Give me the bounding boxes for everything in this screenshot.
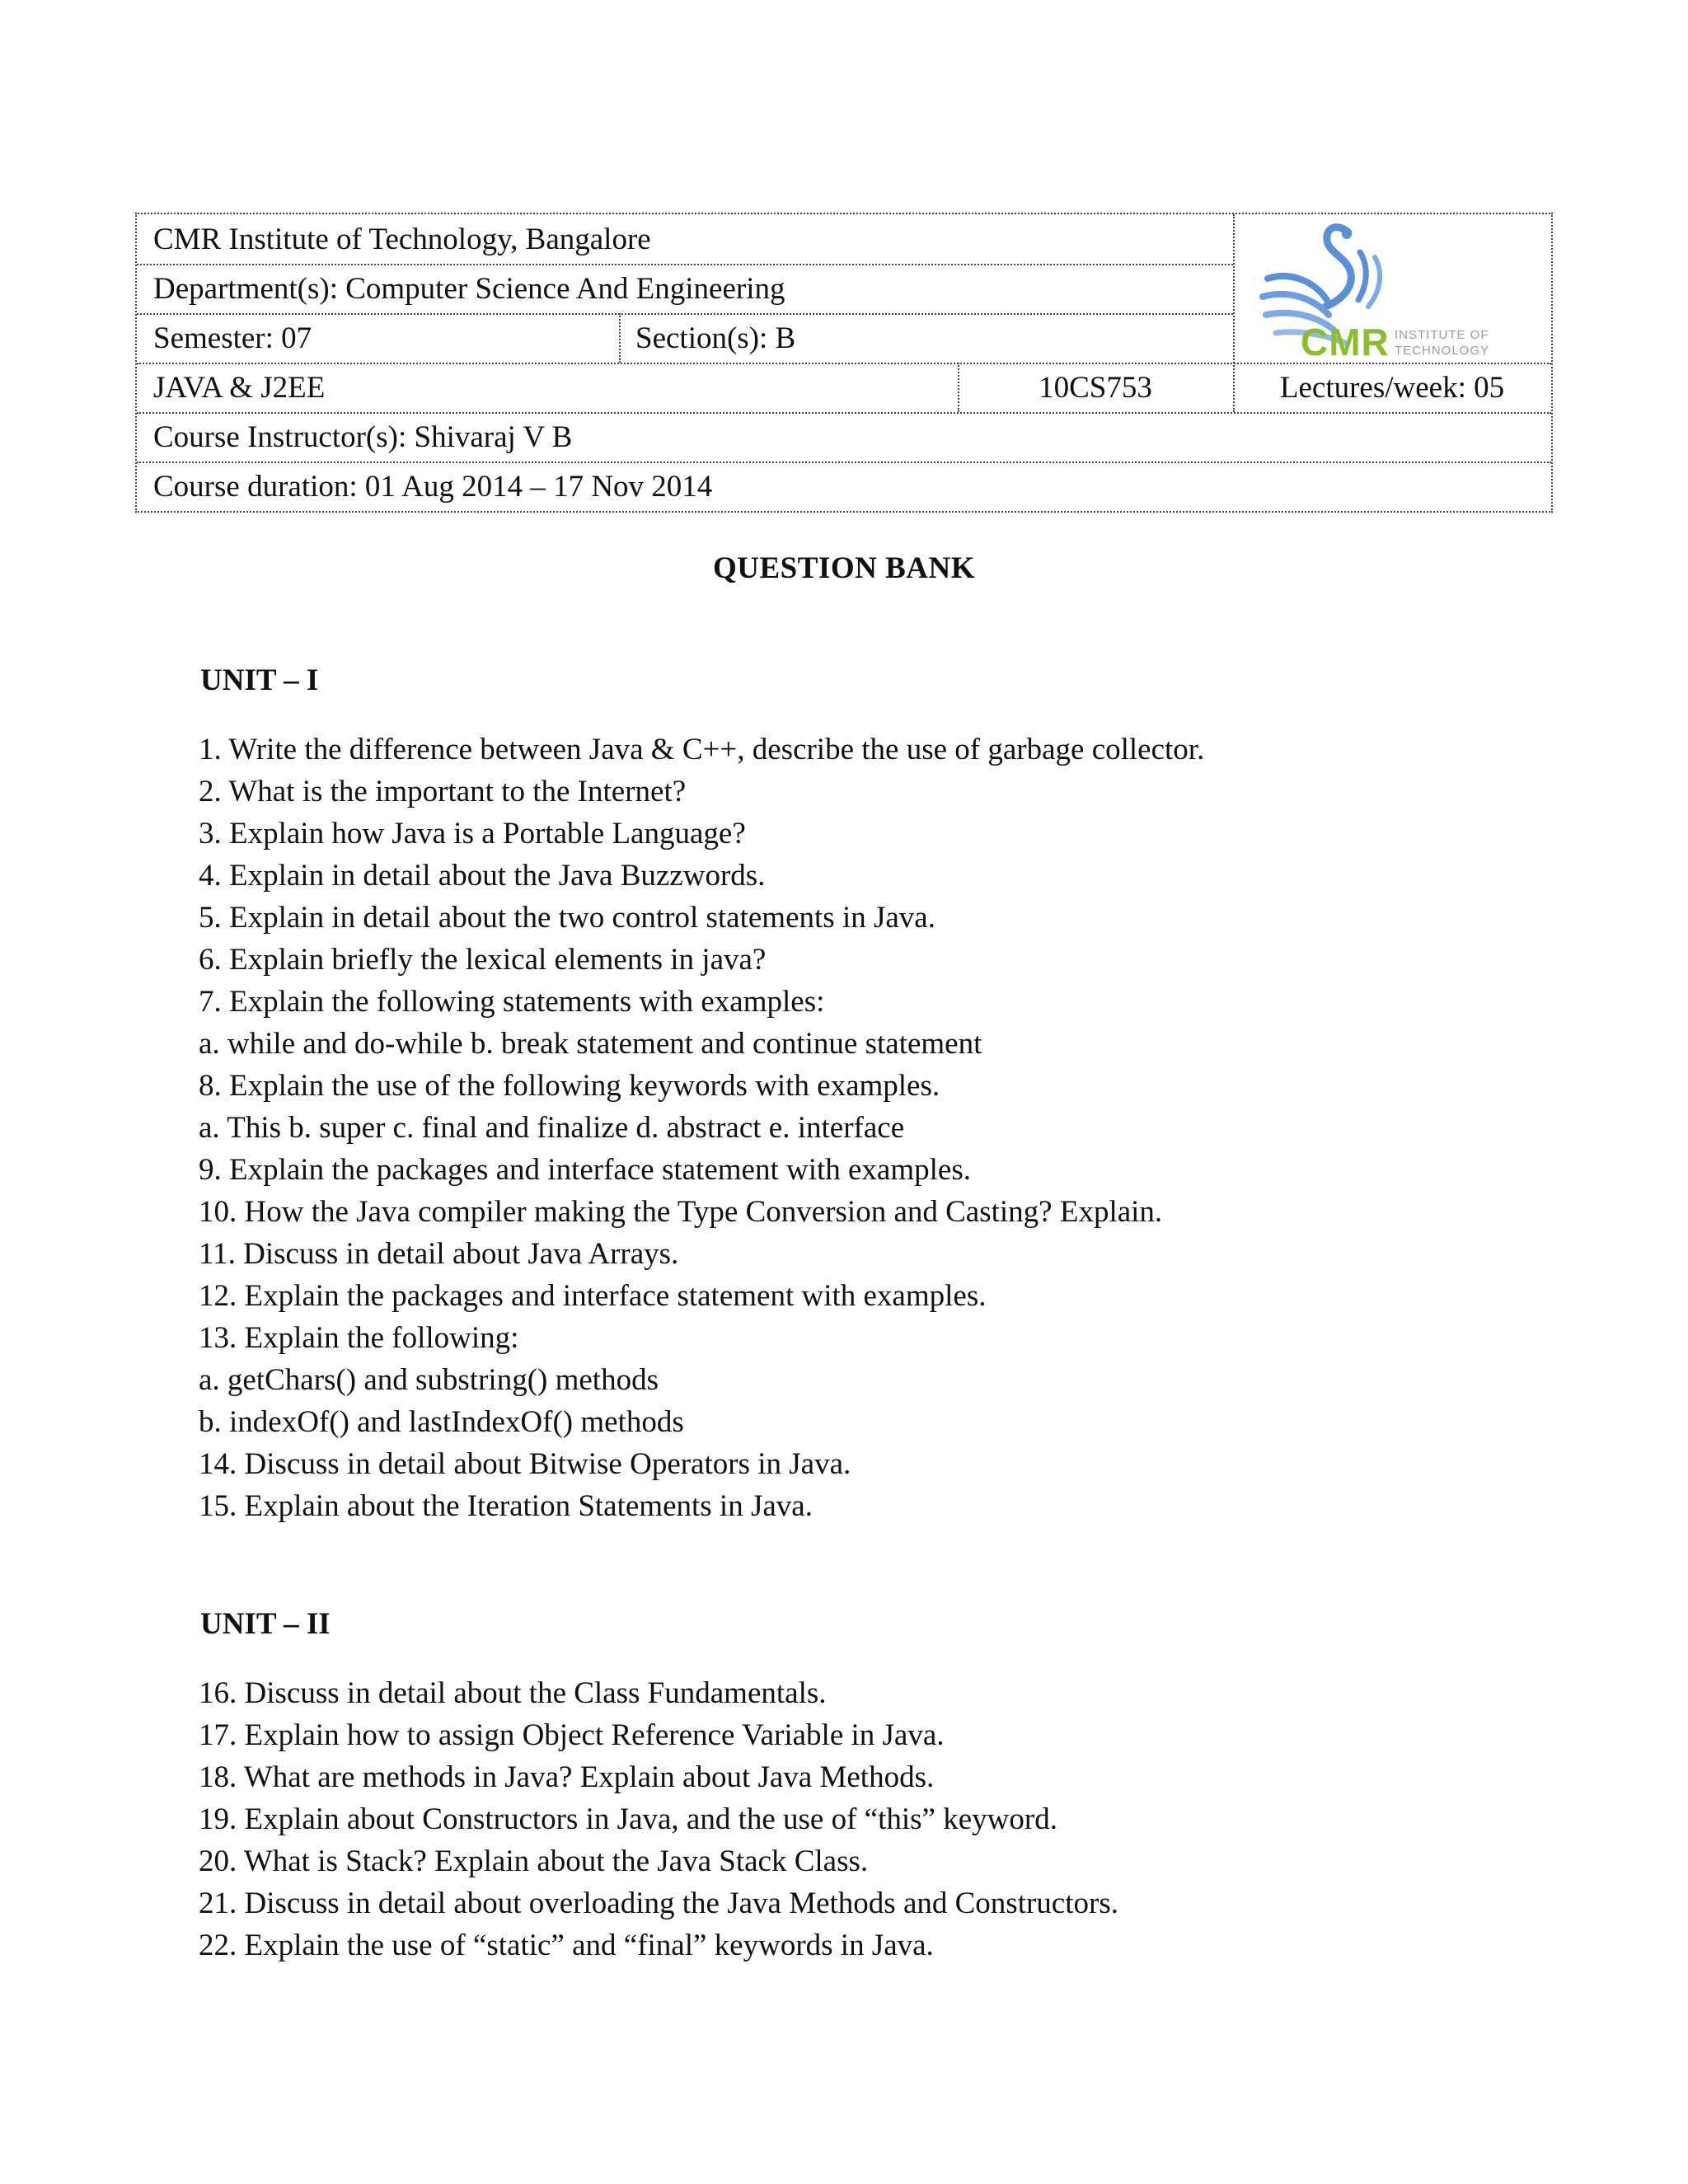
- logo-wordmark: CMR: [1301, 321, 1390, 363]
- question-line: 17. Explain how to assign Object Reference Variable in Java.: [199, 1718, 945, 1752]
- question-line: a. This b. super c. final and finalize d. abstract e. interface: [199, 1111, 905, 1145]
- question-line: 11. Discuss in detail about Java Arrays.: [199, 1237, 679, 1271]
- section: Section(s): B: [635, 321, 796, 355]
- question-line: 5. Explain in detail about the two control statements in Java.: [199, 901, 935, 935]
- institute-name: CMR Institute of Technology, Bangalore: [153, 222, 651, 256]
- unit-heading: UNIT – I: [200, 663, 319, 697]
- question-line: 14. Discuss in detail about Bitwise Operators in Java.: [199, 1447, 851, 1481]
- question-line: 9. Explain the packages and interface statement with examples.: [199, 1153, 971, 1187]
- question-line: 6. Explain briefly the lexical elements in java?: [199, 943, 767, 977]
- question-line: 22. Explain the use of “static” and “final” keywords in Java.: [199, 1929, 934, 1962]
- question-line: b. indexOf() and lastIndexOf() methods: [199, 1405, 684, 1439]
- question-line: 18. What are methods in Java? Explain about Java Methods.: [199, 1760, 935, 1794]
- question-line: 20. What is Stack? Explain about the Java Stack Class.: [199, 1844, 869, 1878]
- logo-tagline: INSTITUTE OF: [1395, 328, 1489, 342]
- cmr-logo: [1245, 214, 1551, 363]
- logo-tagline: TECHNOLOGY: [1395, 344, 1490, 358]
- question-line: 7. Explain the following statements with examples:: [199, 985, 825, 1019]
- course-code: 10CS753: [1039, 370, 1152, 405]
- course-name: JAVA & J2EE: [153, 370, 326, 405]
- question-line: 19. Explain about Constructors in Java, and the use of “this” keyword.: [199, 1802, 1057, 1836]
- question-line: a. while and do-while b. break statement and continue statement: [199, 1027, 982, 1061]
- question-line: 10. How the Java compiler making the Type Conversion and Casting? Explain.: [199, 1195, 1163, 1229]
- question-line: 2. What is the important to the Internet?: [199, 775, 687, 808]
- page-title: QUESTION BANK: [713, 551, 975, 585]
- question-line: 3. Explain how Java is a Portable Language?: [199, 817, 746, 851]
- question-line: 15. Explain about the Iteration Statements in Java.: [199, 1489, 813, 1523]
- unit-heading: UNIT – II: [200, 1607, 331, 1641]
- question-line: 12. Explain the packages and interface statement with examples.: [199, 1279, 987, 1313]
- question-line: a. getChars() and substring() methods: [199, 1363, 659, 1397]
- course-instructor: Course Instructor(s): Shivaraj V B: [153, 419, 573, 454]
- department: Department(s): Computer Science And Engineering: [153, 271, 785, 306]
- lectures-per-week: Lectures/week: 05: [1279, 370, 1505, 405]
- semester: Semester: 07: [153, 321, 312, 355]
- course-duration: Course duration: 01 Aug 2014 – 17 Nov 2014: [153, 469, 713, 504]
- question-line: 13. Explain the following:: [199, 1321, 519, 1355]
- question-line: 8. Explain the use of the following keywords with examples.: [199, 1069, 940, 1103]
- question-line: 1. Write the difference between Java & C++, describe the use of garbage collector.: [199, 733, 1205, 766]
- question-list: [199, 729, 1204, 1527]
- question-line: 21. Discuss in detail about overloading the Java Methods and Constructors.: [199, 1886, 1118, 1920]
- question-line: 16. Discuss in detail about the Class Fundamentals.: [199, 1676, 827, 1710]
- course-header-table: [135, 213, 1553, 513]
- question-list: [199, 1672, 1118, 1966]
- question-line: 4. Explain in detail about the Java Buzzwords.: [199, 859, 766, 893]
